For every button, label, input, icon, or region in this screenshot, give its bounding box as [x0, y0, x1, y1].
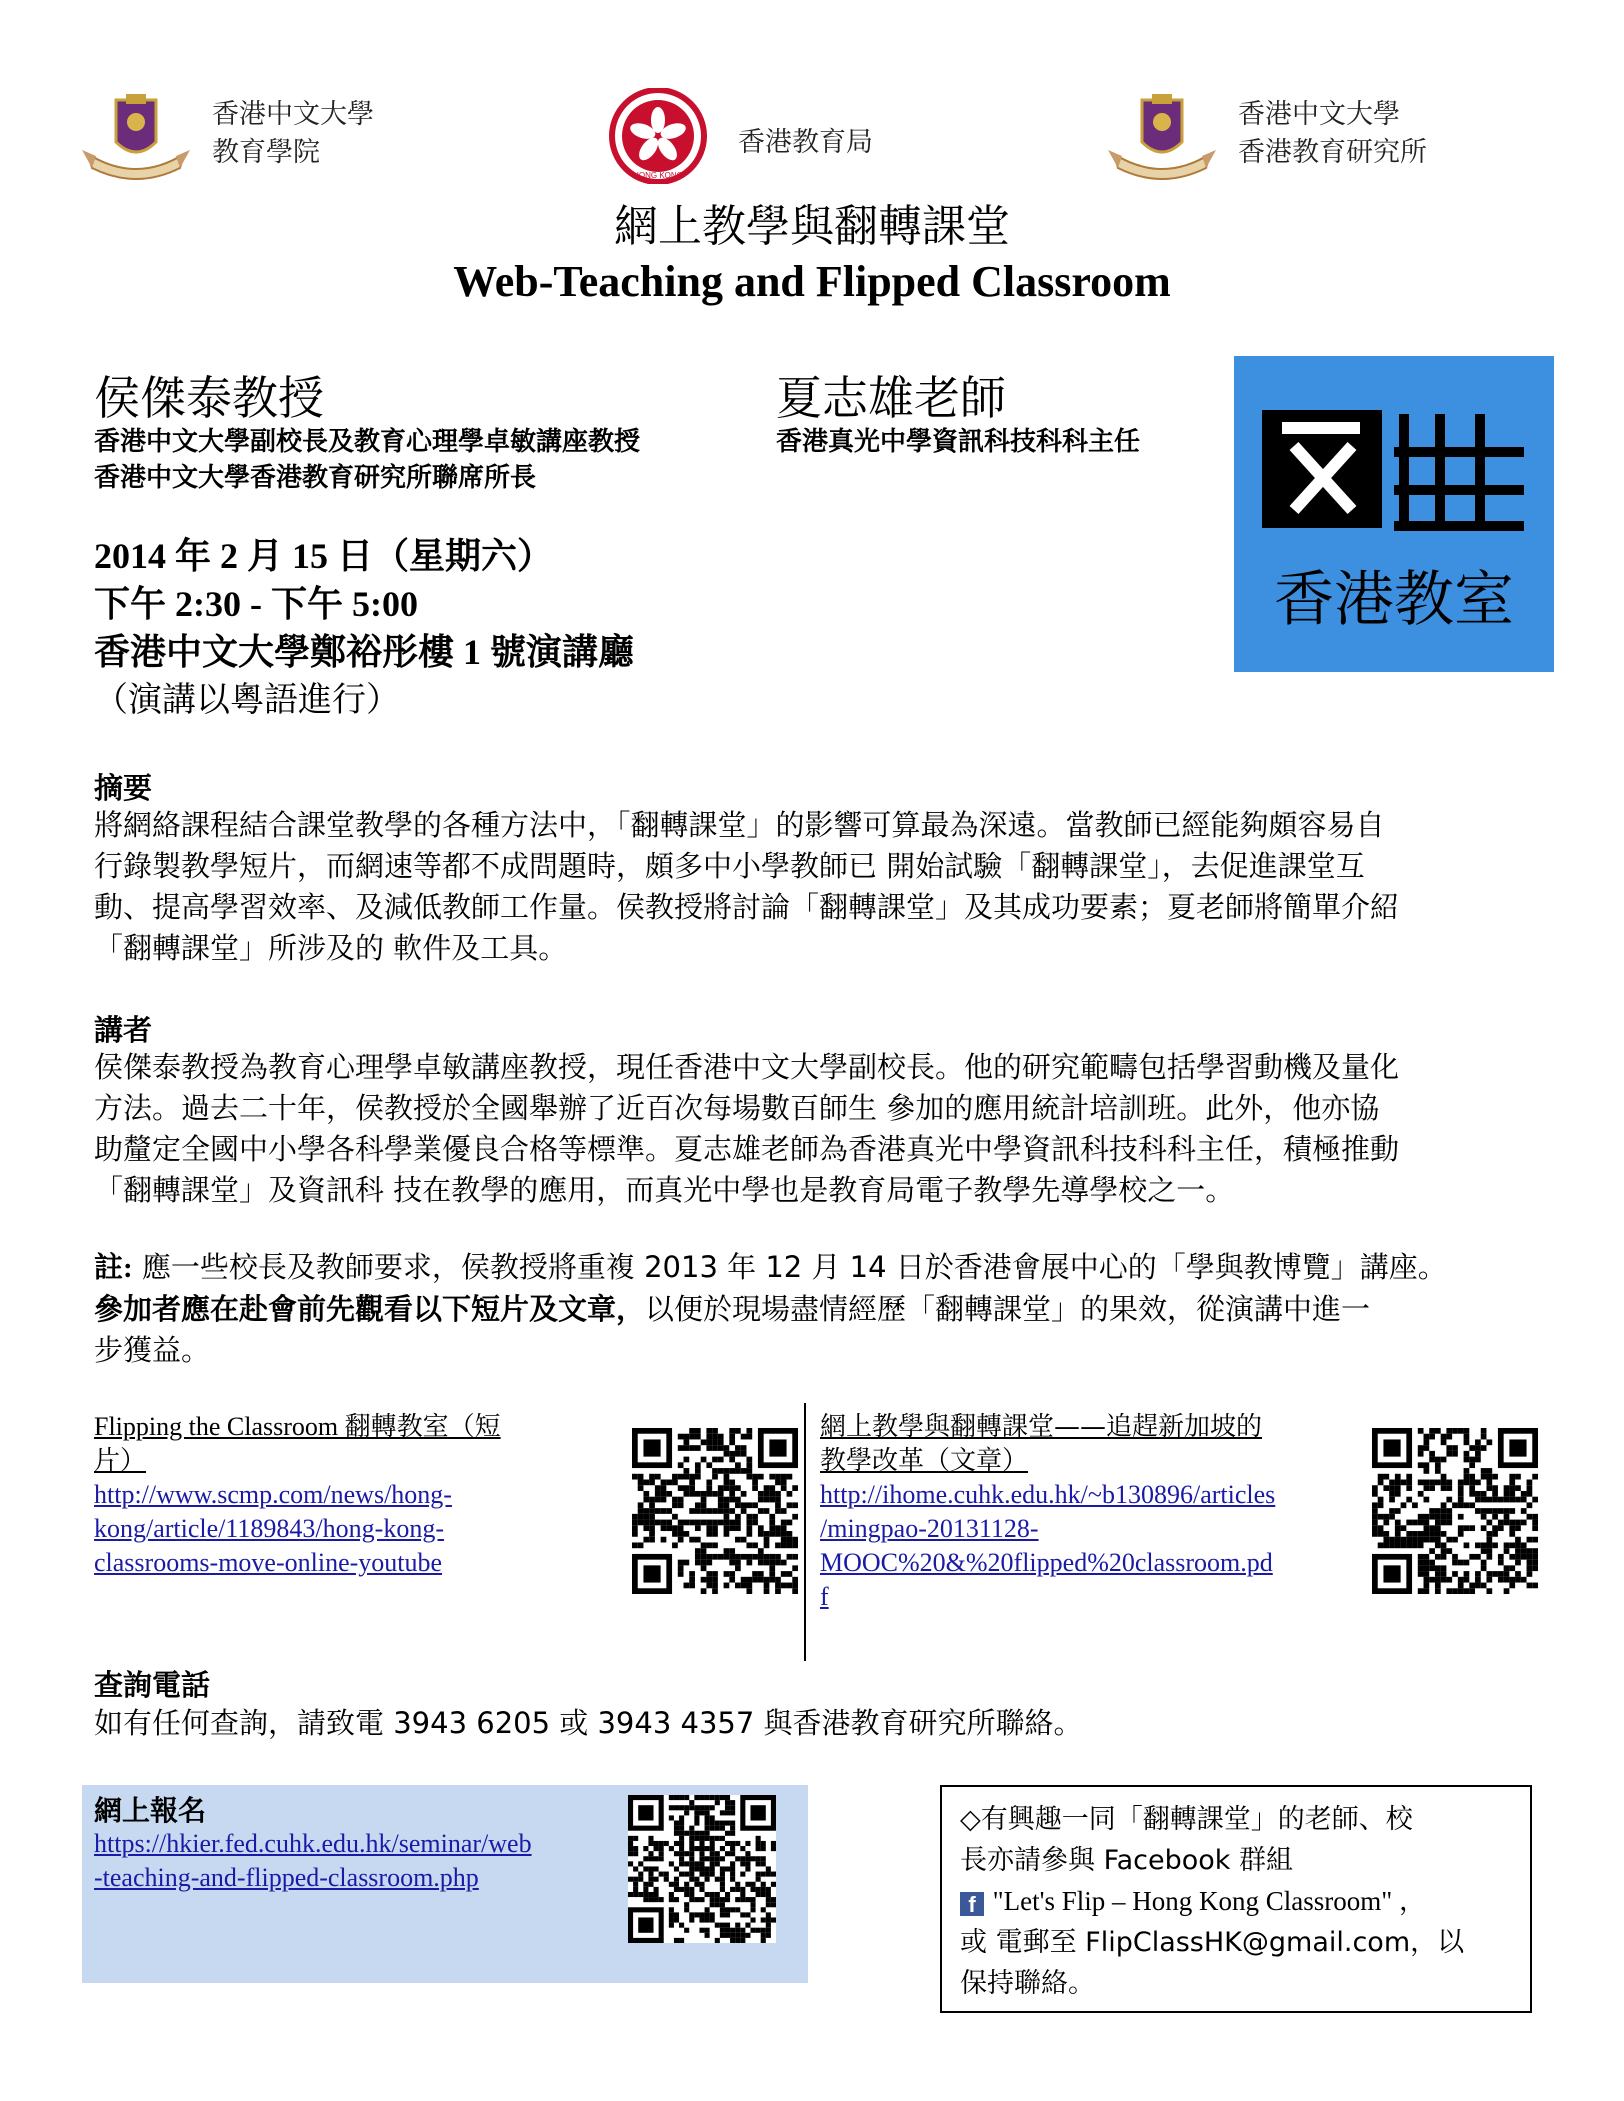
org-right-line1: 香港中文大學 — [1238, 99, 1400, 130]
title-en: Web-Teaching and Flipped Classroom — [453, 257, 1171, 306]
note-bold: 參加者應在赴會前先觀看以下短片及文章， — [94, 1292, 646, 1326]
title-zh: 網上教學與翻轉課堂 — [614, 201, 1010, 252]
speaker-1-titles — [94, 424, 640, 496]
abstract-body — [94, 805, 1534, 969]
org-left — [212, 96, 374, 172]
speaker-section-heading: 講者 — [94, 1013, 153, 1047]
resource-video-url-line[interactable]: classrooms-move-online-youtube — [94, 1548, 443, 1577]
note — [94, 1247, 1534, 1371]
note-line2-rest: 以便於現場盡情經歷「翻轉課堂」的果效，從演講中進一 — [645, 1292, 1371, 1326]
column-divider — [804, 1403, 806, 1661]
note-line1-text: 應一些校長及教師要求，侯教授將重複 2013 年 12 月 14 日於香港會展中心的「學與教博覽」講座。 — [132, 1250, 1447, 1284]
resource-article-url-line[interactable]: http://ihome.cuhk.edu.hk/~b130896/articles — [820, 1480, 1276, 1509]
resource-video-title[interactable] — [94, 1410, 574, 1478]
org-center: 香港教育局 — [738, 127, 873, 158]
speaker-line: 方法。過去二十年，侯教授於全國舉辦了近百次每場數百師生 參加的應用統計培訓班。此外，他亦協 — [94, 1091, 1380, 1125]
note-label: 註: — [94, 1252, 133, 1284]
resource-video-url-line[interactable]: http://www.scmp.com/news/hong- — [94, 1480, 452, 1509]
resource-article-link[interactable] — [820, 1478, 1340, 1614]
abstract-line: 將網絡課程結合課堂教學的各種方法中，「翻轉課堂」的影響可算最為深遠。當教師已經能夠頗容易自 — [94, 808, 1385, 842]
facebook-line: ◇有興趣一同「翻轉課堂」的老師、校 — [960, 1804, 1413, 1835]
speaker-2-titles — [776, 424, 1140, 460]
speaker-2-name: 夏志雄老師 — [776, 371, 1006, 425]
event-language: （演講以粵語進行） — [94, 680, 400, 720]
facebook-line: 長亦請參與 Facebook 群組 — [960, 1845, 1294, 1876]
facebook-icon[interactable]: f — [960, 1892, 984, 1916]
cuhk-crest-right — [1108, 92, 1216, 187]
abstract-line: 動、提高學習效率、及減低教師工作量。侯教授將討論「翻轉課堂」及其成功要素；夏老師將簡單介紹 — [94, 890, 1400, 924]
enquiry-heading: 查詢電話 — [94, 1668, 211, 1702]
speaker-line: 「翻轉課堂」及資訊科 技在教學的應用，而真光中學也是教育局電子教學先導學校之一。 — [94, 1173, 1235, 1207]
facebook-last-line: 保持聯絡。 — [960, 1968, 1095, 1999]
org-right — [1238, 96, 1427, 172]
abstract-line: 行錄製教學短片，而網速等都不成問題時，頗多中小學教師已 開始試驗「翻轉課堂」，去促進課堂互 — [94, 849, 1365, 883]
resource-video-link[interactable] — [94, 1478, 574, 1580]
resource-video-title-line[interactable]: Flipping the Classroom 翻轉教室（短 — [94, 1412, 501, 1441]
note-line-1 — [94, 1247, 1534, 1289]
facebook-email-line: 或 電郵至 FlipClassHK@gmail.com，以 — [960, 1927, 1465, 1958]
speaker-line: 侯傑泰教授為教育心理學卓敏講座教授，現任香港中文大學副校長。他的研究範疇包括學習動機及量化 — [94, 1050, 1400, 1084]
resource-article-title[interactable] — [820, 1410, 1340, 1478]
org-left-line2: 教育學院 — [212, 137, 320, 168]
facebook-group-line — [960, 1881, 1512, 1922]
resource-video — [94, 1410, 574, 1580]
event-date: 2014 年 2 月 15 日（星期六） — [94, 536, 554, 576]
speaker-1-title-line: 香港中文大學香港教育研究所聯席所長 — [94, 463, 537, 493]
speaker-1-name: 侯傑泰教授 — [94, 371, 324, 425]
resource-article-url-line[interactable]: f — [820, 1582, 829, 1611]
hk-emblem — [606, 88, 710, 189]
flip-hk-logo — [1234, 356, 1554, 672]
qr-code-video — [632, 1428, 798, 1599]
speaker-1-title-line: 香港中文大學副校長及教育心理學卓敏講座教授 — [94, 427, 641, 457]
flip-logo-caption: 香港教室 — [1274, 565, 1514, 635]
qr-code-registration — [628, 1795, 776, 1948]
registration-url-line[interactable]: -teaching-and-flipped-classroom.php — [94, 1863, 479, 1892]
resource-article-url-line[interactable]: /mingpao-20131128- — [820, 1514, 1039, 1543]
event-details — [94, 532, 634, 724]
event-venue: 香港中文大學鄭裕彤樓 1 號演講廳 — [94, 632, 635, 672]
registration-url-line[interactable]: https://hkier.fed.cuhk.edu.hk/seminar/web — [94, 1829, 532, 1858]
resource-article-title-line[interactable]: 網上教學與翻轉課堂——追趕新加坡的 — [820, 1412, 1263, 1442]
resource-video-url-line[interactable]: kong/article/1189843/hong-kong- — [94, 1514, 444, 1543]
speaker-line: 助釐定全國中小學各科學業優良合格等標準。夏志雄老師為香港真光中學資訊科技科科主任，積極推動 — [94, 1132, 1400, 1166]
enquiry-text: 如有任何查詢，請致電 3943 6205 或 3943 4357 與香港教育研究所聯絡。 — [94, 1706, 1083, 1740]
facebook-box — [940, 1785, 1532, 2013]
org-left-line1: 香港中文大學 — [212, 99, 374, 130]
cuhk-crest-left — [82, 92, 190, 187]
resource-video-title-line[interactable]: 片） — [94, 1446, 147, 1475]
resource-article-url-line[interactable]: MOOC%20&%20flipped%20classroom.pd — [820, 1548, 1273, 1577]
note-line-2 — [94, 1289, 1534, 1330]
qr-code-article — [1372, 1428, 1538, 1599]
facebook-group-name: "Let's Flip – Hong Kong Classroom" ， — [992, 1886, 1427, 1916]
org-right-line2: 香港教育研究所 — [1238, 137, 1427, 168]
resource-article-title-line[interactable]: 教學改革（文章） — [820, 1446, 1029, 1476]
registration-heading: 網上報名 — [94, 1794, 207, 1827]
note-line-3: 步獲益。 — [94, 1333, 211, 1367]
abstract-heading: 摘要 — [94, 771, 153, 805]
abstract-line: 「翻轉課堂」所涉及的 軟件及工具。 — [94, 931, 568, 965]
speaker-section-body — [94, 1047, 1534, 1211]
resource-article — [820, 1410, 1340, 1614]
event-time: 下午 2:30 - 下午 5:00 — [94, 584, 418, 624]
speaker-2-title-line: 香港真光中學資訊科技科科主任 — [776, 427, 1141, 457]
registration-link[interactable] — [94, 1827, 594, 1895]
emblem-text: HONG KONG — [633, 171, 683, 180]
registration-box — [82, 1785, 808, 1983]
